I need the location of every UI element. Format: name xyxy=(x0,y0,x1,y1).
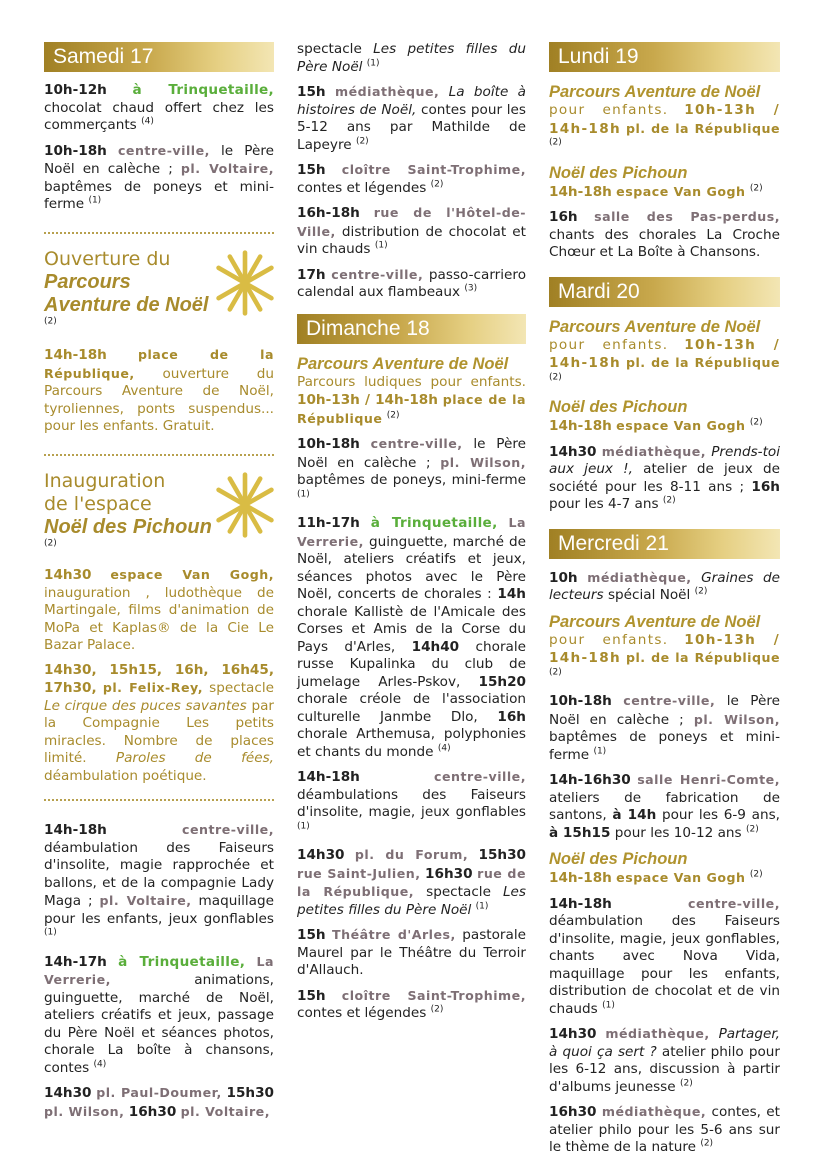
dotted-separator xyxy=(44,232,274,234)
star-burst-icon xyxy=(212,472,278,538)
event: 10h-18h centre-ville, le Père Noël en calèche ; pl. Wilson, baptêmes de poneys et mini-ferme $^{(1)}$ xyxy=(549,693,780,763)
section-title: Ouverture du xyxy=(44,247,171,270)
event: 16h salle des Pas-perdus, chants des chorales La Croche Chœur et La Boîte à Chansons. xyxy=(549,209,780,260)
star-burst-icon xyxy=(212,250,278,316)
event: 10h médiathèque, Graines de lecteurs spécial Noël $^{(2)}$ xyxy=(549,569,780,603)
event: 14h-18h place de la République, ouverture du Parcours Aventure de Noël, tyroliennes, ponts suspendus... pour les enfants. Gratuit. xyxy=(44,347,275,434)
event: 14h30 médiathèque, Prends-toi aux jeux !, atelier de jeux de société pour les 8-11 ans ; 16h pour les 4-7 ans $^{(2)}$ xyxy=(549,443,780,512)
event: 15h cloître Saint-Trophime, contes et légendes $^{(2)}$ xyxy=(297,987,526,1021)
event: 17h centre-ville, passo-carriero calendal aux flambeaux $^{(3)}$ xyxy=(297,266,527,300)
event: 15h cloître Saint-Trophime, contes et légendes $^{(2)}$ xyxy=(297,162,526,196)
event: 14h-18h centre-ville, déambulations des Faiseurs d'insolite, magie, jeux gonflables $^{(1)}$ xyxy=(297,769,526,831)
day-header-dimanche: Dimanche 18 xyxy=(297,314,526,344)
event: 14h-18h espace Van Gogh $^{(2)}$ xyxy=(549,417,763,434)
event: 14h-16h30 salle Henri-Comte, ateliers de fabrication de santons, à 14h pour les 6-9 ans, à 15h15 pour les 10-12 ans $^{(2)}$ xyxy=(549,772,781,841)
column-2 xyxy=(297,42,526,1030)
event: pour enfants. 10h-13h / 14h-18h pl. de la République $^{(2)}$ xyxy=(549,631,780,677)
event: 14h30 pl. Paul-Doumer, 15h30 pl. Wilson, 16h30 pl. Voltaire, xyxy=(44,1085,274,1120)
section-ouverture: Ouverture du Parcours Aventure de Noël $^{(2)}$ xyxy=(44,248,274,335)
dotted-separator xyxy=(44,454,274,456)
event: 11h-17h à Trinquetaille, La Verrerie, guinguette, marché de Noël, ateliers créatifs et jeux, séances photos avec le Père Noël, concerts de chorales : 14h chorale Kallistè de l'Amicale des Corses et Amis de la Corse du Pays d'Arles, 14h40 chorale russe Kupalinka du club de jumelage Arles-Pskov, 15h20 chorale créole de l'association culturelle Janmbe Dlo, 16h chorale Arthemusa, polyphonies et chants du monde $^{(4)}$ xyxy=(297,515,527,760)
parcours-title: Parcours Aventure de Noël xyxy=(297,354,509,373)
event: 16h30 médiathèque, contes, et atelier philo pour les 5-6 ans sur le thème de la nature $^{(2)}$ xyxy=(549,1104,780,1155)
event: 14h-18h centre-ville, déambulation des Faiseurs d'insolite, magie, jeux gonflables, chants avec Nova Vida, maquillage pour les enfants, distribution de chocolat et de vin chauds $^{(1)}$ xyxy=(549,895,780,1017)
event: 14h30 médiathèque, Partager, à quoi ça sert ? atelier philo pour les 6-12 ans, discussion à partir d'albums jeunesse $^{(2)}$ xyxy=(549,1026,780,1095)
event: 15h médiathèque, La boîte à histoires de Noël, contes pour les 5-12 ans par Mathilde de Lapeyre $^{(2)}$ xyxy=(297,84,527,153)
event: 15h Théâtre d'Arles, pastorale Maurel par le Théâtre du Terroir d'Allauch. xyxy=(297,927,526,978)
event: 14h-17h à Trinquetaille, La Verrerie, animations, guinguette, marché de Noël, ateliers créatifs et jeux, passage du Père Noël et séances photos, chorale La boîte à chansons, contes $^{(4)}$ xyxy=(44,953,274,1076)
event: 14h-18h espace Van Gogh $^{(2)}$ xyxy=(549,869,763,886)
column-3: Lundi 19 Parcours Aventure de Noël pour enfants. 10h-13h / 14h-18h pl. de la République $^{(2)}$ Noël des Pichoun 14h-18h espace Van Gogh $^{(2)}$ 16h salle des Pas-perdus, chants des chorales La Croche Chœur et La Boîte à Chansons. Mardi 20 Parcours Aventure de Noël pour enfants. 10h-13h / 14h-18h pl. de la République $^{(2)}$ Noël des Pichoun 14h-18h espace Van Gogh $^{(2)}$ 14h30 médiathèque, Prends-toi aux jeux !, atelier de jeux de société pour les 8-11 ans ; 16h pour les 4-7 ans $^{(2)}$ Mercredi 21 10h médiathèque, Graines de lecteurs spécial Noël $^{(2)}$ Parcours Aventure de Noël pour enfants. 10h-13h / 14h-18h pl. de la République $^{(2)}$ 10h-18h centre-ville, le Père Noël en calèche ; pl. Wilson, baptêmes de poneys et mini-ferme $^{(1)}$ 14h-16h30 salle Henri-Comte, ateliers de fabrication de santons, à 14h pour les 6-9 ans, à 15h15 pour les 10-12 ans $^{(2)}$ Noël des Pichoun 14h-18h espace Van Gogh $^{(2)}$ 14h-18h centre-ville, déambulation des Faiseurs d'insolite, magie, jeux gonflables, chants avec Nova Vida, maquillage pour les enfants, distribution de chocolat et de vin chauds $^{(1)}$ 14h30 médiathèque, Partager, à quoi ça sert ? atelier philo pour les 6-12 ans, discussion à partir d'albums jeunesse $^{(2)}$ 16h30 médiathèque, contes, et atelier philo pour les 5-6 ans sur le thème de la nature $^{(2)}$ xyxy=(549,42,780,1163)
section-inauguration: Inauguration de l'espace Noël des Pichoun $^{(2)}$ xyxy=(44,470,274,557)
event: spectacle Les petites filles du Père Noël $^{(1)}$ xyxy=(297,41,526,75)
event: 10h-18h centre-ville, le Père Noël en calèche ; pl. Voltaire, baptêmes de poneys et mini-ferme $^{(1)}$ xyxy=(44,142,275,212)
event: Parcours ludiques pour enfants. 10h-13h / 14h-18h place de la République $^{(2)}$ xyxy=(297,373,527,426)
dotted-separator xyxy=(44,799,274,801)
event: 14h-18h centre-ville, déambulation des Faiseurs d'insolite, magie rapprochée et ballons, et de la compagnie Lady Maga ; pl. Voltaire, maquillage pour les enfants, jeux gonflables $^{(1)}$ xyxy=(44,822,275,938)
event: 14h-18h espace Van Gogh $^{(2)}$ xyxy=(549,182,763,200)
event: 14h30, 15h15, 16h, 16h45, 17h30, pl. Felix-Rey, spectacle Le cirque des puces savantes par la Compagnie Les petits miracles. Nombre de places limité. Paroles de fées, déambulation poétique. xyxy=(44,661,274,784)
event: 14h30 pl. du Forum, 15h30 rue Saint-Julien, 16h30 rue de la République, spectacle Les petites filles du Père Noël $^{(1)}$ xyxy=(297,847,526,918)
event: 16h-18h rue de l'Hôtel-de-Ville, distribution de chocolat et vin chauds $^{(1)}$ xyxy=(297,205,527,257)
event: pour enfants. 10h-13h / 14h-18h pl. de la République $^{(2)}$ xyxy=(549,102,780,148)
day-header-mardi: Mardi 20 xyxy=(549,277,780,307)
day-header-lundi: Lundi 19 xyxy=(549,42,780,72)
day-header-samedi: Samedi 17 xyxy=(44,42,274,72)
column-1 xyxy=(44,42,274,1128)
day-header-mercredi: Mercredi 21 xyxy=(549,529,780,559)
event: 10h-18h centre-ville, le Père Noël en calèche ; pl. Wilson, baptêmes de poneys, mini-ferme $^{(1)}$ xyxy=(297,436,526,499)
event: 14h30 espace Van Gogh, inauguration , ludothèque de Martingale, films d'animation de MoPa et Kaplas® de la Cie Le Bazar Palace. xyxy=(44,567,274,653)
event: pour enfants. 10h-13h / 14h-18h pl. de la République $^{(2)}$ xyxy=(549,336,780,382)
event: 10h-12h à Trinquetaille, chocolat chaud offert chez les commerçants $^{(4)}$ xyxy=(44,82,275,133)
